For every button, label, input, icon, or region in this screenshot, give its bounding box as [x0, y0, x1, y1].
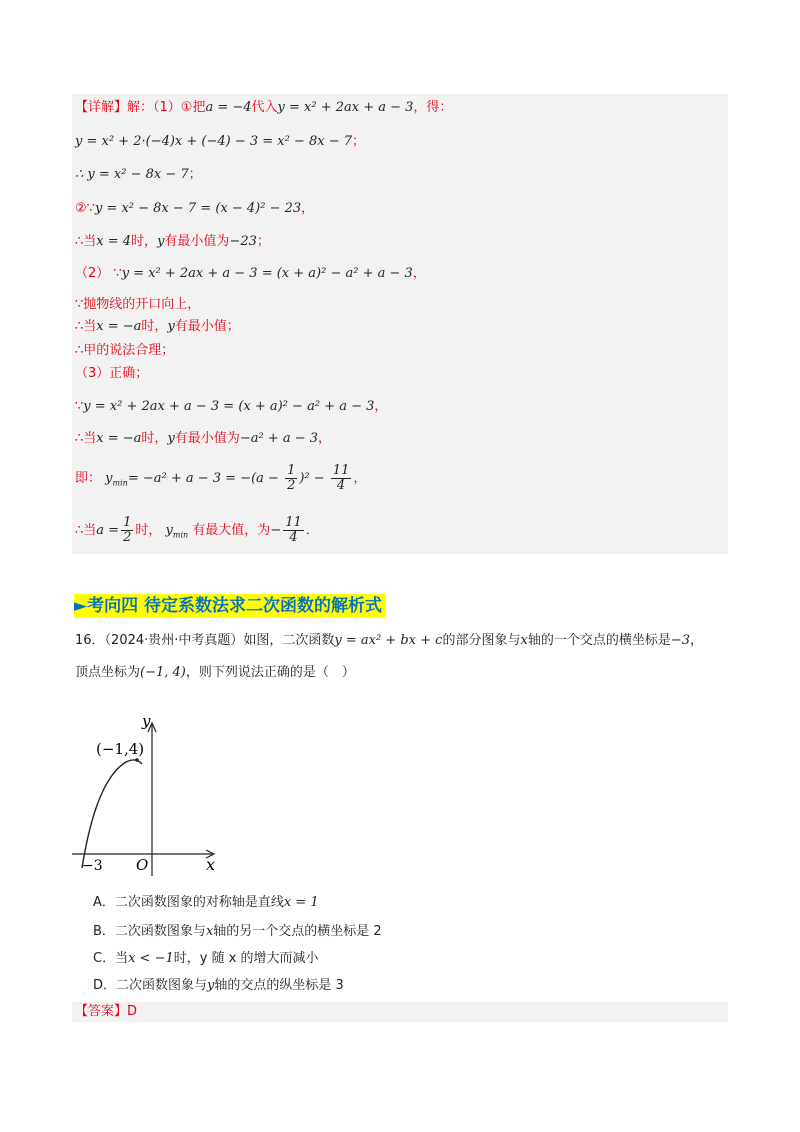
text: 顶点坐标为 [75, 665, 141, 680]
option-text: ．二次函数图象与 [101, 924, 206, 939]
option-math: y [207, 978, 215, 993]
math-equation: ∴ y = x² − 8x − 7 [75, 167, 189, 182]
text: 时， [135, 523, 162, 538]
origin-label: O [136, 856, 149, 874]
option-d[interactable] [93, 977, 344, 995]
math-equation: y = x² + 2·(−4)x + (−4) − 3 = x² − 8x − 7 [75, 134, 353, 149]
solution-line-13 [75, 464, 366, 493]
math-equation: y = x² + 2ax + a − 3 = (x + a)² − a² + a − 3 [121, 266, 413, 281]
text: 轴的一个交点的横坐标是 [527, 633, 671, 648]
math-equation: y = x² + 2ax + a − 3 = (x + a)² − a² + a − 3 [83, 399, 375, 414]
solution-line-5 [75, 233, 270, 251]
text: ②∵ [75, 201, 95, 216]
math-text: (a − [251, 471, 284, 486]
math-var: y [165, 523, 173, 538]
math-equation: y = x² − 8x − 7 = (x − 4)² − 23 [94, 201, 302, 216]
option-letter: C [93, 951, 103, 966]
option-math: x [205, 924, 214, 939]
text: ． [305, 523, 319, 538]
text: ； [256, 234, 270, 249]
solution-label: 【详解】解：（1）①把 [75, 100, 206, 115]
option-letter: B [93, 924, 102, 939]
fraction-denominator: 2 [287, 478, 296, 493]
x-axis-label: x [206, 855, 216, 874]
fraction-numerator: 11 [332, 463, 350, 478]
root-label: −3 [82, 858, 103, 874]
math-var: y [105, 471, 113, 486]
text: ∴当 [75, 234, 97, 249]
section-title: 考向四 待定系数法求二次函数的解析式 [87, 596, 382, 616]
text: ， [318, 431, 332, 446]
text: 有最小值为 [174, 431, 240, 446]
answer-box [72, 1002, 728, 1022]
math-condition: x = −a [96, 319, 142, 334]
math-point: (−1, 4) [140, 665, 186, 680]
math-value: −3 [670, 633, 690, 648]
math-text: − [270, 523, 282, 538]
option-c[interactable] [93, 950, 319, 968]
text: ， [374, 399, 388, 414]
solution-line-1 [75, 99, 452, 117]
answer-label: 【答案】 [75, 1004, 128, 1019]
parabola-graph [64, 710, 224, 880]
solution-line-9: ∴甲的说法合理； [75, 343, 175, 358]
question-line-2 [75, 664, 355, 682]
solution-line-7: ∵抛物线的开口向上， [75, 297, 201, 312]
arrow-marker-icon: ► [74, 596, 88, 616]
text: ∴当 [75, 319, 97, 334]
text: 即： [75, 471, 102, 486]
math-condition: x = 4 [96, 234, 132, 249]
option-b[interactable] [93, 923, 382, 941]
text: 的部分图象与 [442, 633, 521, 648]
math-var: y [157, 234, 165, 249]
text: 16．（2024·贵州·中考真题）如图，二次函数 [75, 633, 335, 648]
text: ； [352, 134, 366, 149]
question-line-1 [75, 632, 703, 650]
math-value: −a² + a − 3 [239, 431, 319, 446]
solution-line-10: （3）正确； [75, 366, 149, 381]
text: ∴当 [75, 431, 97, 446]
math-equation: y = x² + 2ax + a − 3 [277, 100, 414, 115]
solution-line-14 [75, 516, 319, 545]
option-letter: A [93, 895, 102, 910]
math-condition: a = [96, 523, 120, 538]
text: ， [690, 633, 704, 648]
text: 有最小值为 [164, 234, 230, 249]
math-subscript: min [112, 478, 128, 488]
fraction [285, 464, 297, 493]
math-text: )² − [299, 471, 329, 486]
option-text: ．二次函数图象与 [103, 978, 208, 993]
math-equation: = −a² + a − 3 = − [127, 471, 252, 486]
option-text: ．当 [102, 951, 129, 966]
solution-line-2 [75, 133, 365, 151]
text: 时， [141, 319, 168, 334]
math-var: y [167, 431, 175, 446]
text: 时， [131, 234, 158, 249]
fraction-numerator: 1 [123, 515, 132, 530]
fraction-denominator: 2 [123, 530, 132, 545]
math-equation: y = ax² + bx + c [334, 633, 443, 648]
section-heading [74, 594, 386, 618]
option-text: 轴的交点的纵坐标是 3 [214, 978, 344, 993]
math-subscript: min [172, 530, 189, 540]
option-math: x < −1 [128, 951, 174, 966]
math-condition: x = −a [96, 431, 142, 446]
text: 代入 [251, 100, 278, 115]
vertex-label: (−1,4) [96, 740, 145, 758]
text: ，则下列说法正确的是（ ） [185, 665, 355, 680]
option-math: x = 1 [283, 895, 319, 910]
fraction [121, 516, 133, 545]
solution-line-11 [75, 398, 387, 416]
vertex-point [135, 758, 139, 762]
text: ，得： [413, 100, 453, 115]
math-condition: a = −4 [205, 100, 252, 115]
solution-line-8 [75, 318, 240, 336]
math-value: −23 [229, 234, 257, 249]
text: ， [412, 266, 426, 281]
solution-line-12 [75, 430, 331, 448]
fraction-numerator: 11 [285, 515, 302, 530]
answer-value: D [127, 1004, 138, 1019]
text: ， [301, 201, 315, 216]
text: （2） ∵ [75, 266, 122, 281]
solution-line-3 [75, 166, 202, 184]
text: 时， [141, 431, 168, 446]
fraction [283, 516, 304, 545]
option-text: 时，y 随 x 的增大而减小 [173, 951, 319, 966]
fraction [331, 464, 352, 493]
y-axis-label: y [142, 712, 151, 730]
text: ； [188, 167, 202, 182]
text: ∴当 [75, 523, 97, 538]
text: 有最小值； [174, 319, 240, 334]
option-text: 轴的另一个交点的横坐标是 2 [213, 924, 382, 939]
parabola-curve [82, 760, 142, 868]
math-var: y [167, 319, 175, 334]
text: ∵ [75, 399, 84, 414]
option-text: ．二次函数图象的对称轴是直线 [101, 895, 284, 910]
math-var: x [520, 633, 528, 648]
solution-line-6 [75, 265, 426, 283]
fraction-denominator: 4 [289, 530, 298, 545]
text: ， [353, 471, 367, 486]
option-letter: D [93, 978, 104, 993]
fraction-denominator: 4 [336, 478, 346, 493]
text: 有最大值，为 [192, 523, 271, 538]
option-a[interactable] [93, 894, 319, 912]
fraction-numerator: 1 [287, 463, 296, 478]
solution-line-4 [75, 200, 314, 218]
